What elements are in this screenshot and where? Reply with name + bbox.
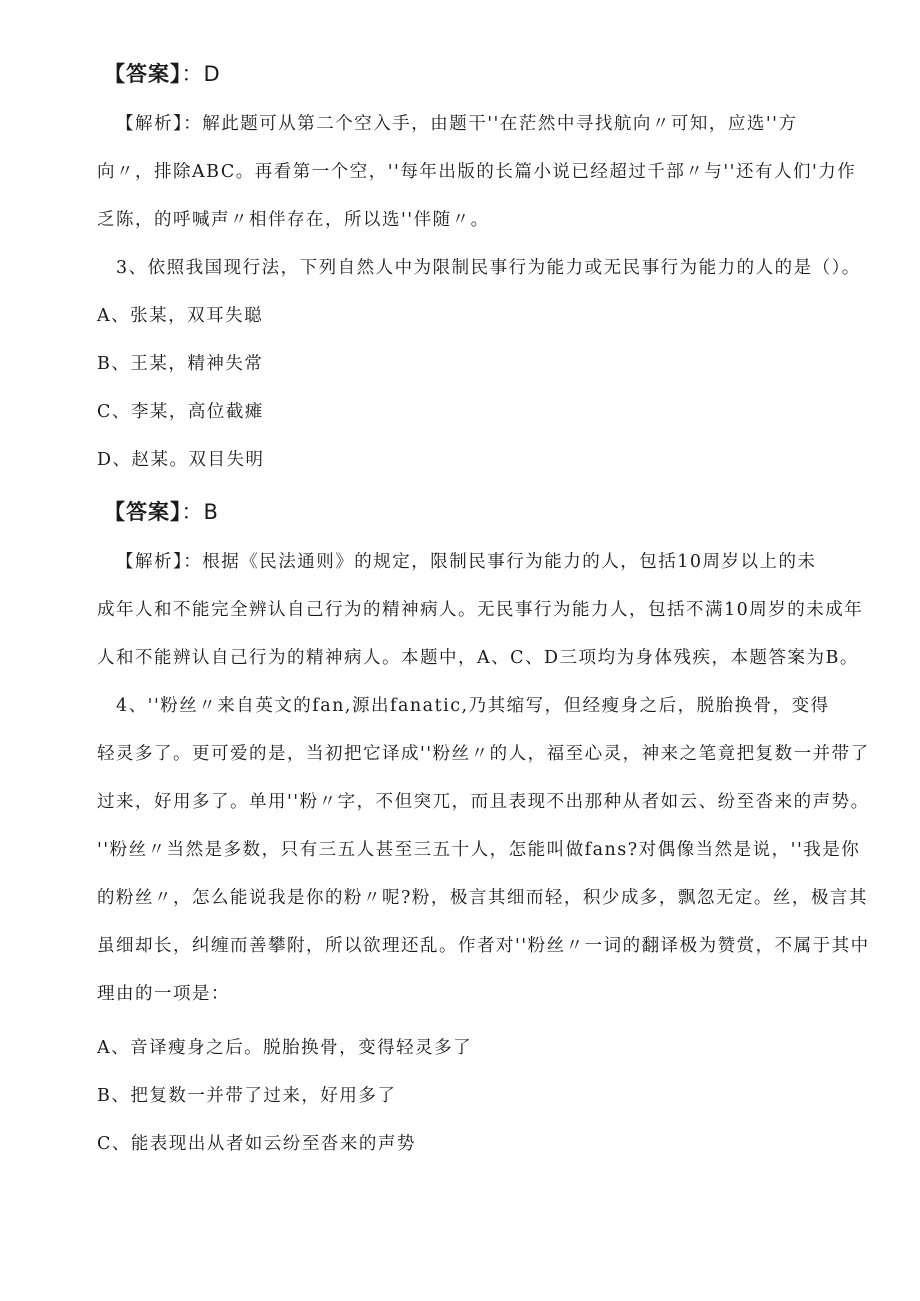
q4-stem-line-7: 理由的一项是： (97, 984, 230, 1004)
q4-stem-line-1: 4、''粉丝〃来自英文的fan,源出fanatic,乃其缩写，但经瘦身之后，脱胎换骨，变得 (116, 696, 830, 716)
q3-analysis-line-3: 人和不能辨认自己行为的精神病人。本题中，A、C、D三项均为身体残疾，本题答案为B。 (97, 648, 859, 668)
q3-option-b: B、王某，精神失常 (97, 354, 264, 374)
q4-stem-line-6: 虽细却长，纠缠而善攀附，所以欲理还乱。作者对''粉丝〃一词的翻译极为赞赏，不属于其中 (97, 936, 870, 956)
q3-answer-label: 【答案】 (104, 500, 182, 524)
q2-answer-label: 【答案】 (104, 62, 182, 86)
q3-analysis-line-2: 成年人和不能完全辨认自己行为的精神病人。无民事行为能力人，包括不满10周岁的未成年 (97, 600, 864, 620)
q4-stem-line-3: 过来，好用多了。单用''粉〃字，不但突兀，而且表现不出那种从者如云、纷至沓来的声势。 (97, 792, 870, 812)
q4-stem-line-4: ''粉丝〃当然是多数，只有三五人甚至三五十人，怎能叫做fans?对偶像当然是说，''我是你 (97, 840, 861, 860)
q3-stem: 3、依照我国现行法，下列自然人中为限制民事行为能力或无民事行为能力的人的是（）。 (116, 258, 861, 278)
q4-stem-line-2: 轻灵多了。更可爱的是，当初把它译成''粉丝〃的人，福至心灵，神来之笔竟把复数一并带了 (97, 744, 870, 764)
q2-analysis-line-3: 乏陈，的呼喊声〃相伴存在，所以选''伴随〃。 (97, 210, 490, 230)
q2-answer (104, 60, 221, 88)
q2-answer-value: ：D (181, 62, 221, 86)
q4-option-b: B、把复数一并带了过来，好用多了 (97, 1086, 397, 1106)
q2-analysis-line-2: 向〃，排除ABC。再看第一个空，''每年出版的长篇小说已经超过千部〃与''还有人们'力作 (97, 162, 857, 182)
q3-option-d: D、赵某。双目失明 (97, 450, 265, 470)
q3-option-a: A、张某，双耳失聪 (97, 306, 264, 326)
q4-option-c: C、能表现出从者如云纷至沓来的声势 (97, 1134, 416, 1154)
q3-answer (104, 498, 219, 526)
q2-analysis-line-1: 【解析】：解此题可从第二个空入手，由题干''在茫然中寻找航向〃可知，应选''方 (116, 114, 798, 134)
q3-answer-value: ：B (181, 500, 219, 524)
q4-option-a: A、音译瘦身之后。脱胎换骨，变得轻灵多了 (97, 1038, 473, 1058)
q3-analysis-line-1: 【解析】：根据《民法通则》的规定，限制民事行为能力的人，包括10周岁以上的未 (116, 552, 817, 572)
q3-option-c: C、李某，高位截瘫 (97, 402, 264, 422)
q4-stem-line-5: 的粉丝〃，怎么能说我是你的粉〃呢?粉，极言其细而轻，积少成多，飘忽无定。丝，极言其 (97, 888, 868, 908)
